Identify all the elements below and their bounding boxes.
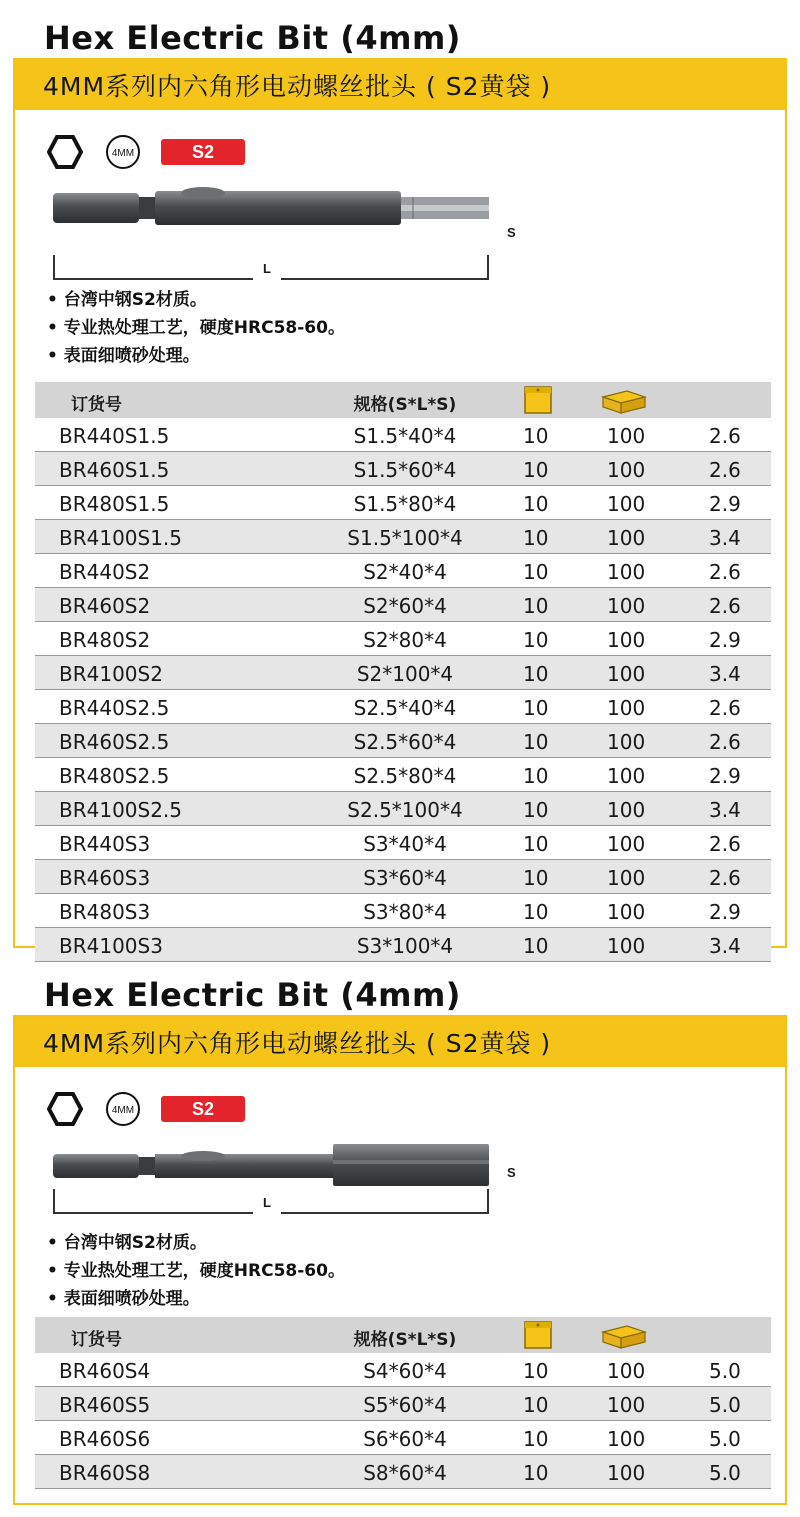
cell-order-no: BR460S3 <box>59 866 151 890</box>
cell-spec: S6*60*4 <box>363 1427 447 1451</box>
bit-diagram-large-hex <box>53 1142 489 1188</box>
cell-weight: 2.6 <box>709 866 741 890</box>
cell-order-no: BR460S6 <box>59 1427 151 1451</box>
cell-weight: 5.0 <box>709 1427 741 1451</box>
table-row <box>35 418 771 452</box>
cell-bag-qty: 10 <box>523 900 549 924</box>
cell-bag-qty: 10 <box>523 764 549 788</box>
note-material: • 台湾中钢S2材质。 <box>47 1233 207 1253</box>
table-row <box>35 1455 771 1489</box>
cell-order-no: BR460S4 <box>59 1359 151 1383</box>
section-title: Hex Electric Bit (4mm) <box>44 976 461 1014</box>
cell-box-qty: 100 <box>607 900 646 924</box>
table-row <box>35 452 771 486</box>
cell-order-no: BR480S2 <box>59 628 151 652</box>
cell-order-no: BR480S1.5 <box>59 492 170 516</box>
table-row <box>35 690 771 724</box>
spec-table <box>35 1317 771 1489</box>
product-box <box>13 1015 787 1505</box>
product-box <box>13 58 787 958</box>
feature-notes <box>47 286 345 370</box>
cell-spec: S1.5*80*4 <box>353 492 457 516</box>
cell-box-qty: 100 <box>607 730 646 754</box>
cell-order-no: BR4100S2.5 <box>59 798 183 822</box>
cell-bag-qty: 10 <box>523 594 549 618</box>
cell-spec: S8*60*4 <box>363 1461 447 1485</box>
section-banner: 4MM系列内六角形电动螺丝批头 ( S2黄袋 ) <box>15 60 785 110</box>
cell-box-qty: 100 <box>607 424 646 448</box>
cell-weight: 5.0 <box>709 1461 741 1485</box>
cell-spec: S2*60*4 <box>363 594 447 618</box>
cell-box-qty: 100 <box>607 1427 646 1451</box>
table-body <box>35 1353 771 1489</box>
material-badge: S2 <box>161 1096 245 1122</box>
table-row <box>35 928 771 962</box>
cell-box-qty: 100 <box>607 764 646 788</box>
table-row <box>35 554 771 588</box>
cell-box-qty: 100 <box>607 1359 646 1383</box>
cell-weight: 5.0 <box>709 1359 741 1383</box>
box-icon <box>597 385 651 415</box>
cell-spec: S1.5*100*4 <box>347 526 463 550</box>
table-row <box>35 622 771 656</box>
table-row <box>35 520 771 554</box>
cell-spec: S3*60*4 <box>363 866 447 890</box>
cell-box-qty: 100 <box>607 492 646 516</box>
cell-weight: 2.6 <box>709 458 741 482</box>
table-row <box>35 724 771 758</box>
note-heat-treatment: • 专业热处理工艺，硬度HRC58-60。 <box>47 318 345 338</box>
header-order-no: 订货号 <box>71 395 122 415</box>
cell-weight: 2.6 <box>709 560 741 584</box>
table-row <box>35 1387 771 1421</box>
length-l-label: L <box>263 261 271 276</box>
cell-bag-qty: 10 <box>523 492 549 516</box>
table-row <box>35 656 771 690</box>
cell-weight: 2.9 <box>709 492 741 516</box>
cell-weight: 3.4 <box>709 798 741 822</box>
table-row <box>35 486 771 520</box>
section-title: Hex Electric Bit (4mm) <box>44 19 461 57</box>
feature-icons <box>47 1091 245 1127</box>
feature-notes <box>47 1229 345 1313</box>
cell-order-no: BR440S1.5 <box>59 424 170 448</box>
table-header <box>35 1317 771 1353</box>
cell-box-qty: 100 <box>607 1393 646 1417</box>
table-row <box>35 792 771 826</box>
cell-spec: S3*100*4 <box>356 934 454 958</box>
length-dimension <box>53 1189 489 1215</box>
cell-spec: S2.5*40*4 <box>353 696 457 720</box>
table-header <box>35 382 771 418</box>
note-surface: • 表面细喷砂处理。 <box>47 1289 200 1309</box>
cell-bag-qty: 10 <box>523 866 549 890</box>
cell-order-no: BR460S2.5 <box>59 730 170 754</box>
cell-spec: S1.5*40*4 <box>353 424 457 448</box>
cell-bag-qty: 10 <box>523 662 549 686</box>
cell-weight: 2.9 <box>709 628 741 652</box>
cell-bag-qty: 10 <box>523 526 549 550</box>
size-s-label: S <box>507 1165 516 1180</box>
table-row <box>35 826 771 860</box>
cell-order-no: BR4100S3 <box>59 934 163 958</box>
table-row <box>35 1353 771 1387</box>
table-row <box>35 894 771 928</box>
cell-spec: S3*40*4 <box>363 832 447 856</box>
cell-bag-qty: 10 <box>523 628 549 652</box>
cell-spec: S2.5*100*4 <box>347 798 463 822</box>
cell-order-no: BR460S2 <box>59 594 151 618</box>
cell-bag-qty: 10 <box>523 696 549 720</box>
note-surface: • 表面细喷砂处理。 <box>47 346 200 366</box>
cell-bag-qty: 10 <box>523 1461 549 1485</box>
material-badge: S2 <box>161 139 245 165</box>
cell-weight: 2.6 <box>709 730 741 754</box>
cell-spec: S2.5*80*4 <box>353 764 457 788</box>
cell-spec: S2*40*4 <box>363 560 447 584</box>
cell-bag-qty: 10 <box>523 798 549 822</box>
cell-bag-qty: 10 <box>523 832 549 856</box>
box-icon <box>597 1320 651 1350</box>
size-4mm-icon <box>103 134 143 170</box>
cell-weight: 2.9 <box>709 900 741 924</box>
length-dimension <box>53 255 489 281</box>
cell-order-no: BR460S1.5 <box>59 458 170 482</box>
cell-spec: S1.5*60*4 <box>353 458 457 482</box>
cell-weight: 3.4 <box>709 662 741 686</box>
cell-box-qty: 100 <box>607 594 646 618</box>
length-l-label: L <box>263 1195 271 1210</box>
feature-icons <box>47 134 245 170</box>
cell-weight: 2.6 <box>709 424 741 448</box>
cell-weight: 5.0 <box>709 1393 741 1417</box>
size-label: 4MM <box>111 1105 135 1116</box>
cell-order-no: BR4100S2 <box>59 662 163 686</box>
header-spec: 规格(S*L*S) <box>353 1330 457 1350</box>
cell-order-no: BR440S2.5 <box>59 696 170 720</box>
cell-spec: S5*60*4 <box>363 1393 447 1417</box>
cell-bag-qty: 10 <box>523 560 549 584</box>
cell-box-qty: 100 <box>607 1461 646 1485</box>
cell-order-no: BR440S3 <box>59 832 151 856</box>
cell-weight: 2.9 <box>709 764 741 788</box>
hexagon-icon <box>47 1091 83 1127</box>
cell-order-no: BR480S2.5 <box>59 764 170 788</box>
header-order-no: 订货号 <box>71 1330 122 1350</box>
size-label: 4MM <box>111 148 135 159</box>
table-row <box>35 860 771 894</box>
cell-bag-qty: 10 <box>523 458 549 482</box>
cell-spec: S3*80*4 <box>363 900 447 924</box>
cell-bag-qty: 10 <box>523 730 549 754</box>
cell-bag-qty: 10 <box>523 424 549 448</box>
cell-bag-qty: 10 <box>523 1393 549 1417</box>
cell-bag-qty: 10 <box>523 934 549 958</box>
cell-order-no: BR460S8 <box>59 1461 151 1485</box>
cell-weight: 2.6 <box>709 594 741 618</box>
cell-box-qty: 100 <box>607 832 646 856</box>
cell-bag-qty: 10 <box>523 1427 549 1451</box>
cell-box-qty: 100 <box>607 628 646 652</box>
cell-box-qty: 100 <box>607 662 646 686</box>
table-row <box>35 588 771 622</box>
size-s-label: S <box>507 225 516 240</box>
bag-icon <box>523 1320 553 1350</box>
spec-table <box>35 382 771 962</box>
cell-spec: S4*60*4 <box>363 1359 447 1383</box>
cell-box-qty: 100 <box>607 526 646 550</box>
cell-box-qty: 100 <box>607 934 646 958</box>
cell-weight: 2.6 <box>709 832 741 856</box>
cell-weight: 3.4 <box>709 934 741 958</box>
bit-diagram-hex-tip <box>53 185 489 231</box>
cell-order-no: BR4100S1.5 <box>59 526 183 550</box>
cell-box-qty: 100 <box>607 696 646 720</box>
table-body <box>35 418 771 962</box>
cell-spec: S2.5*60*4 <box>353 730 457 754</box>
table-row <box>35 758 771 792</box>
cell-weight: 2.6 <box>709 696 741 720</box>
cell-order-no: BR460S5 <box>59 1393 151 1417</box>
header-spec: 规格(S*L*S) <box>353 395 457 415</box>
size-4mm-icon <box>103 1091 143 1127</box>
table-row <box>35 1421 771 1455</box>
note-material: • 台湾中钢S2材质。 <box>47 290 207 310</box>
cell-order-no: BR440S2 <box>59 560 151 584</box>
bag-icon <box>523 385 553 415</box>
cell-weight: 3.4 <box>709 526 741 550</box>
cell-box-qty: 100 <box>607 560 646 584</box>
cell-spec: S2*100*4 <box>356 662 454 686</box>
hexagon-icon <box>47 134 83 170</box>
cell-spec: S2*80*4 <box>363 628 447 652</box>
cell-order-no: BR480S3 <box>59 900 151 924</box>
cell-box-qty: 100 <box>607 866 646 890</box>
section-banner: 4MM系列内六角形电动螺丝批头 ( S2黄袋 ) <box>15 1017 785 1067</box>
cell-box-qty: 100 <box>607 458 646 482</box>
cell-bag-qty: 10 <box>523 1359 549 1383</box>
note-heat-treatment: • 专业热处理工艺，硬度HRC58-60。 <box>47 1261 345 1281</box>
cell-box-qty: 100 <box>607 798 646 822</box>
